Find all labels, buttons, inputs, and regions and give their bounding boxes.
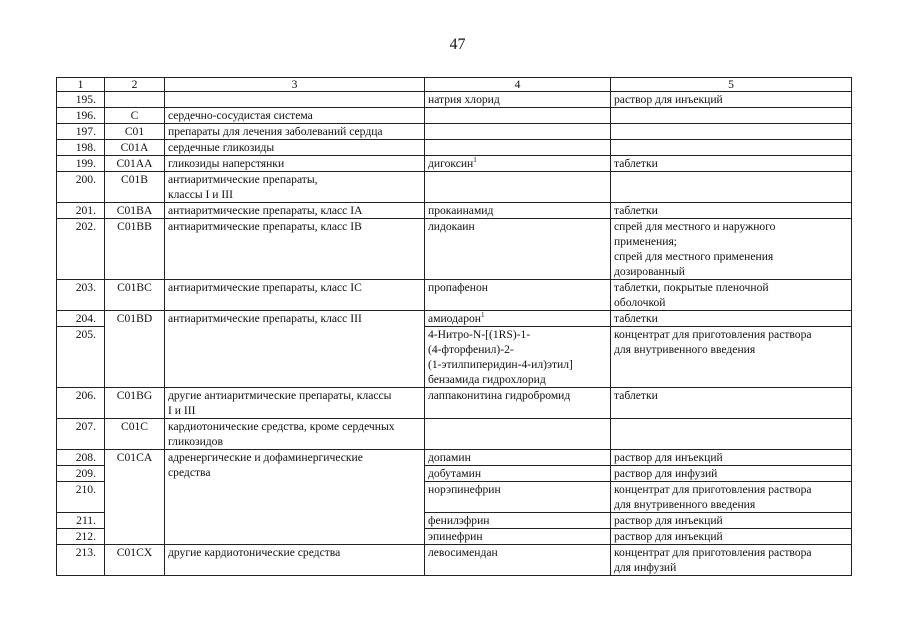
atc-code: C01BG — [105, 388, 165, 419]
dosage-form: концентрат для приготовления раствора для инфузий — [611, 545, 852, 576]
row-number: 201. — [57, 203, 105, 219]
table-row — [57, 124, 852, 140]
atc-group: сердечные гликозиды — [165, 140, 425, 156]
drug-name — [425, 140, 611, 156]
drug-name-text: дигоксин — [428, 157, 474, 170]
table-row — [57, 311, 852, 327]
row-number: 211. — [57, 513, 105, 529]
column-header: 5 — [611, 78, 852, 92]
atc-code: C01CX — [105, 545, 165, 576]
row-number: 209. — [57, 466, 105, 482]
drug-name-text: амиодарон — [428, 312, 481, 325]
row-number: 195. — [57, 92, 105, 108]
table-row — [57, 172, 852, 203]
row-number: 206. — [57, 388, 105, 419]
atc-group: адренергические и дофаминергические средства — [165, 450, 425, 545]
dosage-form: спрей для местного и наружного применения; спрей для местного применения дозированный — [611, 219, 852, 280]
row-number: 205. — [57, 327, 105, 388]
dosage-form: концентрат для приготовления раствора для внутривенного введения — [611, 482, 852, 513]
drug-name: натрия хлорид — [425, 92, 611, 108]
drug-name: 4-Нитро-N-[(1RS)-1- (4-фторфенил)-2- (1-этилпиперидин-4-ил)этил] бензамида гидрохлорид — [425, 327, 611, 388]
drug-name: прокаинамид — [425, 203, 611, 219]
drug-name — [425, 311, 611, 327]
dosage-form: раствор для инъекций — [611, 450, 852, 466]
dosage-form: таблетки — [611, 203, 852, 219]
drug-name: фенилэфрин — [425, 513, 611, 529]
atc-group: антиаритмические препараты, класс IA — [165, 203, 425, 219]
table-row — [57, 92, 852, 108]
table-row — [57, 140, 852, 156]
atc-code: C01B — [105, 172, 165, 203]
dosage-form — [611, 108, 852, 124]
table-row — [57, 219, 852, 280]
drug-name: пропафенон — [425, 280, 611, 311]
atc-group: другие кардиотонические средства — [165, 545, 425, 576]
dosage-form — [611, 172, 852, 203]
table-row — [57, 156, 852, 172]
table-header-row — [57, 78, 852, 92]
table-row — [57, 108, 852, 124]
drug-name: норэпинефрин — [425, 482, 611, 513]
atc-code: C01AA — [105, 156, 165, 172]
dosage-form: раствор для инъекций — [611, 513, 852, 529]
atc-code: C01BC — [105, 280, 165, 311]
dosage-form: раствор для инъекций — [611, 529, 852, 545]
drug-name: лидокаин — [425, 219, 611, 280]
page-number: 47 — [449, 36, 466, 53]
row-number: 197. — [57, 124, 105, 140]
table-row — [57, 450, 852, 466]
drug-name — [425, 124, 611, 140]
dosage-form — [611, 140, 852, 156]
drug-name — [425, 419, 611, 450]
drug-name — [425, 172, 611, 203]
dosage-form: раствор для инфузий — [611, 466, 852, 482]
dosage-form — [611, 419, 852, 450]
row-number: 207. — [57, 419, 105, 450]
footnote-marker: 1 — [481, 311, 485, 320]
row-number: 203. — [57, 280, 105, 311]
row-number: 204. — [57, 311, 105, 327]
table-row — [57, 388, 852, 419]
atc-code: C01 — [105, 124, 165, 140]
drug-name: левосимендан — [425, 545, 611, 576]
drug-name: эпинефрин — [425, 529, 611, 545]
atc-code: C01BB — [105, 219, 165, 280]
row-number: 199. — [57, 156, 105, 172]
dosage-form: таблетки, покрытые пленочной оболочкой — [611, 280, 852, 311]
atc-group: препараты для лечения заболеваний сердца — [165, 124, 425, 140]
atc-group: другие антиаритмические препараты, классы I и III — [165, 388, 425, 419]
atc-group: гликозиды наперстянки — [165, 156, 425, 172]
drug-name: добутамин — [425, 466, 611, 482]
dosage-form: раствор для инъекций — [611, 92, 852, 108]
row-number: 213. — [57, 545, 105, 576]
drug-name: допамин — [425, 450, 611, 466]
table-row — [57, 419, 852, 450]
table-row — [57, 280, 852, 311]
drug-name — [425, 108, 611, 124]
drug-name: лаппаконитина гидробромид — [425, 388, 611, 419]
atc-group — [165, 92, 425, 108]
drug-name — [425, 156, 611, 172]
atc-group: антиаритмические препараты, класс IB — [165, 219, 425, 280]
footnote-marker: 1 — [473, 156, 477, 165]
row-number: 208. — [57, 450, 105, 466]
atc-code — [105, 92, 165, 108]
row-number: 202. — [57, 219, 105, 280]
atc-code: C01A — [105, 140, 165, 156]
atc-code: C01C — [105, 419, 165, 450]
atc-code: C01CA — [105, 450, 165, 545]
column-header: 1 — [57, 78, 105, 92]
column-header: 3 — [165, 78, 425, 92]
row-number: 200. — [57, 172, 105, 203]
column-header: 4 — [425, 78, 611, 92]
atc-group: антиаритмические препараты, класс III — [165, 311, 425, 388]
atc-code: C01BA — [105, 203, 165, 219]
column-header: 2 — [105, 78, 165, 92]
atc-code: C — [105, 108, 165, 124]
dosage-form: таблетки — [611, 388, 852, 419]
atc-group: сердечно-сосудистая система — [165, 108, 425, 124]
row-number: 210. — [57, 482, 105, 513]
atc-group: антиаритмические препараты, класс IC — [165, 280, 425, 311]
dosage-form — [611, 124, 852, 140]
row-number: 212. — [57, 529, 105, 545]
table-row — [57, 203, 852, 219]
dosage-form: таблетки — [611, 311, 852, 327]
medication-table — [56, 77, 852, 576]
table-row — [57, 545, 852, 576]
dosage-form: таблетки — [611, 156, 852, 172]
dosage-form: концентрат для приготовления раствора для внутривенного введения — [611, 327, 852, 388]
atc-group: антиаритмические препараты, классы I и III — [165, 172, 425, 203]
row-number: 198. — [57, 140, 105, 156]
atc-group: кардиотонические средства, кроме сердечных гликозидов — [165, 419, 425, 450]
atc-code: C01BD — [105, 311, 165, 388]
row-number: 196. — [57, 108, 105, 124]
